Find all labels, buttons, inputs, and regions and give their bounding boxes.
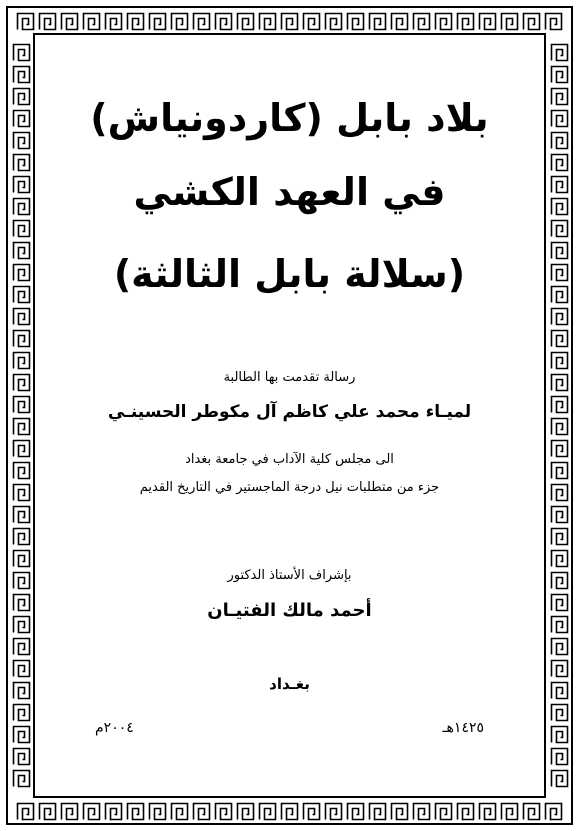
meander-motif bbox=[14, 551, 30, 567]
meander-motif bbox=[14, 177, 30, 193]
meander-motif bbox=[14, 243, 30, 259]
meander-motif bbox=[552, 551, 568, 567]
meander-motif bbox=[14, 397, 30, 413]
meander-motif bbox=[326, 14, 342, 30]
meander-motif bbox=[14, 595, 30, 611]
meander-motif bbox=[172, 804, 188, 820]
meander-motif bbox=[552, 507, 568, 523]
meander-motif bbox=[552, 287, 568, 303]
meander-motif bbox=[552, 639, 568, 655]
meander-motif bbox=[502, 804, 518, 820]
meander-motif bbox=[414, 14, 430, 30]
meander-motif bbox=[238, 14, 254, 30]
meander-motif bbox=[62, 14, 78, 30]
meander-motif bbox=[14, 463, 30, 479]
meander-motif bbox=[14, 617, 30, 633]
meander-motif bbox=[40, 804, 56, 820]
meander-motif bbox=[304, 804, 320, 820]
meander-motif bbox=[14, 683, 30, 699]
meander-motif bbox=[552, 595, 568, 611]
meander-motif bbox=[194, 804, 210, 820]
meander-motif bbox=[14, 221, 30, 237]
meander-motif bbox=[14, 529, 30, 545]
meander-motif bbox=[552, 199, 568, 215]
meander-motif bbox=[18, 14, 34, 30]
meander-motif bbox=[458, 14, 474, 30]
meander-motif bbox=[14, 507, 30, 523]
meander-motif bbox=[14, 749, 30, 765]
meander-motif bbox=[552, 683, 568, 699]
meander-motif bbox=[14, 375, 30, 391]
supervision-label: بإشراف الأستاذ الدكتور bbox=[227, 568, 352, 583]
meander-motif bbox=[552, 463, 568, 479]
meander-motif bbox=[552, 243, 568, 259]
title-line-2: في العهد الكشي bbox=[133, 170, 446, 214]
meander-motif bbox=[62, 804, 78, 820]
meander-motif bbox=[370, 804, 386, 820]
meander-motif bbox=[282, 14, 298, 30]
meander-motif bbox=[238, 804, 254, 820]
meander-motif bbox=[348, 14, 364, 30]
meander-motif bbox=[552, 155, 568, 171]
meander-motif bbox=[14, 331, 30, 347]
meander-motif bbox=[524, 14, 540, 30]
meander-motif bbox=[552, 133, 568, 149]
meander-motif bbox=[14, 111, 30, 127]
meander-motif bbox=[326, 804, 342, 820]
meander-motif bbox=[282, 804, 298, 820]
meander-motif bbox=[546, 14, 562, 30]
meander-motif bbox=[106, 14, 122, 30]
meander-motif bbox=[14, 771, 30, 787]
meander-motif bbox=[14, 89, 30, 105]
meander-motif bbox=[552, 111, 568, 127]
institution-line: الى مجلس كلية الآداب في جامعة بغداد bbox=[185, 452, 394, 467]
meander-motif bbox=[150, 804, 166, 820]
meander-motif bbox=[552, 397, 568, 413]
meander-motif bbox=[392, 804, 408, 820]
meander-motif bbox=[552, 419, 568, 435]
meander-motif bbox=[524, 804, 540, 820]
meander-motif bbox=[14, 727, 30, 743]
meander-motif bbox=[502, 14, 518, 30]
meander-motif bbox=[216, 14, 232, 30]
title-page bbox=[40, 40, 539, 791]
meander-motif bbox=[436, 804, 452, 820]
meander-motif bbox=[14, 155, 30, 171]
meander-motif bbox=[106, 804, 122, 820]
meander-motif bbox=[14, 661, 30, 677]
meander-motif bbox=[14, 441, 30, 457]
meander-motif bbox=[552, 45, 568, 61]
city-name: بغـداد bbox=[269, 675, 310, 693]
meander-motif bbox=[552, 529, 568, 545]
meander-motif bbox=[14, 485, 30, 501]
meander-motif bbox=[14, 265, 30, 281]
date-gregorian: ٢٠٠٤م bbox=[95, 720, 134, 736]
meander-motif bbox=[552, 375, 568, 391]
meander-motif bbox=[14, 353, 30, 369]
meander-motif bbox=[14, 309, 30, 325]
meander-motif bbox=[552, 309, 568, 325]
meander-motif bbox=[480, 804, 496, 820]
degree-line: جزء من متطلبات نيل درجة الماجستير في التاريخ القديم bbox=[139, 480, 440, 495]
meander-motif bbox=[546, 804, 562, 820]
meander-motif bbox=[14, 705, 30, 721]
title-line-3: (سلالة بابل الثالثة) bbox=[113, 252, 466, 296]
meander-motif bbox=[552, 485, 568, 501]
meander-motif bbox=[552, 89, 568, 105]
meander-motif bbox=[552, 573, 568, 589]
author-name: لميـاء محمد علي كاظم آل مكوطر الحسينـي bbox=[107, 402, 472, 422]
meander-motif bbox=[128, 804, 144, 820]
meander-motif bbox=[172, 14, 188, 30]
meander-motif bbox=[40, 14, 56, 30]
meander-motif bbox=[14, 45, 30, 61]
meander-motif bbox=[14, 419, 30, 435]
meander-motif bbox=[552, 771, 568, 787]
meander-motif bbox=[84, 804, 100, 820]
meander-motif bbox=[150, 14, 166, 30]
meander-motif bbox=[552, 705, 568, 721]
meander-motif bbox=[552, 661, 568, 677]
meander-motif bbox=[552, 177, 568, 193]
meander-motif bbox=[370, 14, 386, 30]
meander-motif bbox=[458, 804, 474, 820]
meander-motif bbox=[84, 14, 100, 30]
meander-motif bbox=[128, 14, 144, 30]
meander-motif bbox=[552, 331, 568, 347]
submission-intro: رسالة تقدمت بها الطالبة bbox=[223, 370, 356, 385]
meander-motif bbox=[436, 14, 452, 30]
meander-motif bbox=[552, 221, 568, 237]
meander-motif bbox=[552, 353, 568, 369]
meander-motif bbox=[216, 804, 232, 820]
meander-motif bbox=[14, 573, 30, 589]
meander-motif bbox=[194, 14, 210, 30]
meander-motif bbox=[14, 133, 30, 149]
meander-motif bbox=[14, 639, 30, 655]
meander-motif bbox=[552, 441, 568, 457]
meander-motif bbox=[480, 14, 496, 30]
supervisor-name: أحمد مالك الفتيـان bbox=[207, 600, 372, 621]
meander-motif bbox=[552, 617, 568, 633]
meander-motif bbox=[260, 14, 276, 30]
meander-motif bbox=[260, 804, 276, 820]
meander-motif bbox=[552, 265, 568, 281]
meander-motif bbox=[414, 804, 430, 820]
meander-motif bbox=[304, 14, 320, 30]
meander-motif bbox=[552, 749, 568, 765]
meander-motif bbox=[14, 199, 30, 215]
date-hijri: ١٤٢٥هـ bbox=[442, 720, 484, 736]
meander-motif bbox=[14, 287, 30, 303]
meander-motif bbox=[14, 67, 30, 83]
meander-motif bbox=[348, 804, 364, 820]
title-line-1: بلاد بابل (كاردونياش) bbox=[90, 96, 489, 140]
meander-motif bbox=[552, 727, 568, 743]
meander-motif bbox=[18, 804, 34, 820]
meander-motif bbox=[392, 14, 408, 30]
meander-motif bbox=[552, 67, 568, 83]
